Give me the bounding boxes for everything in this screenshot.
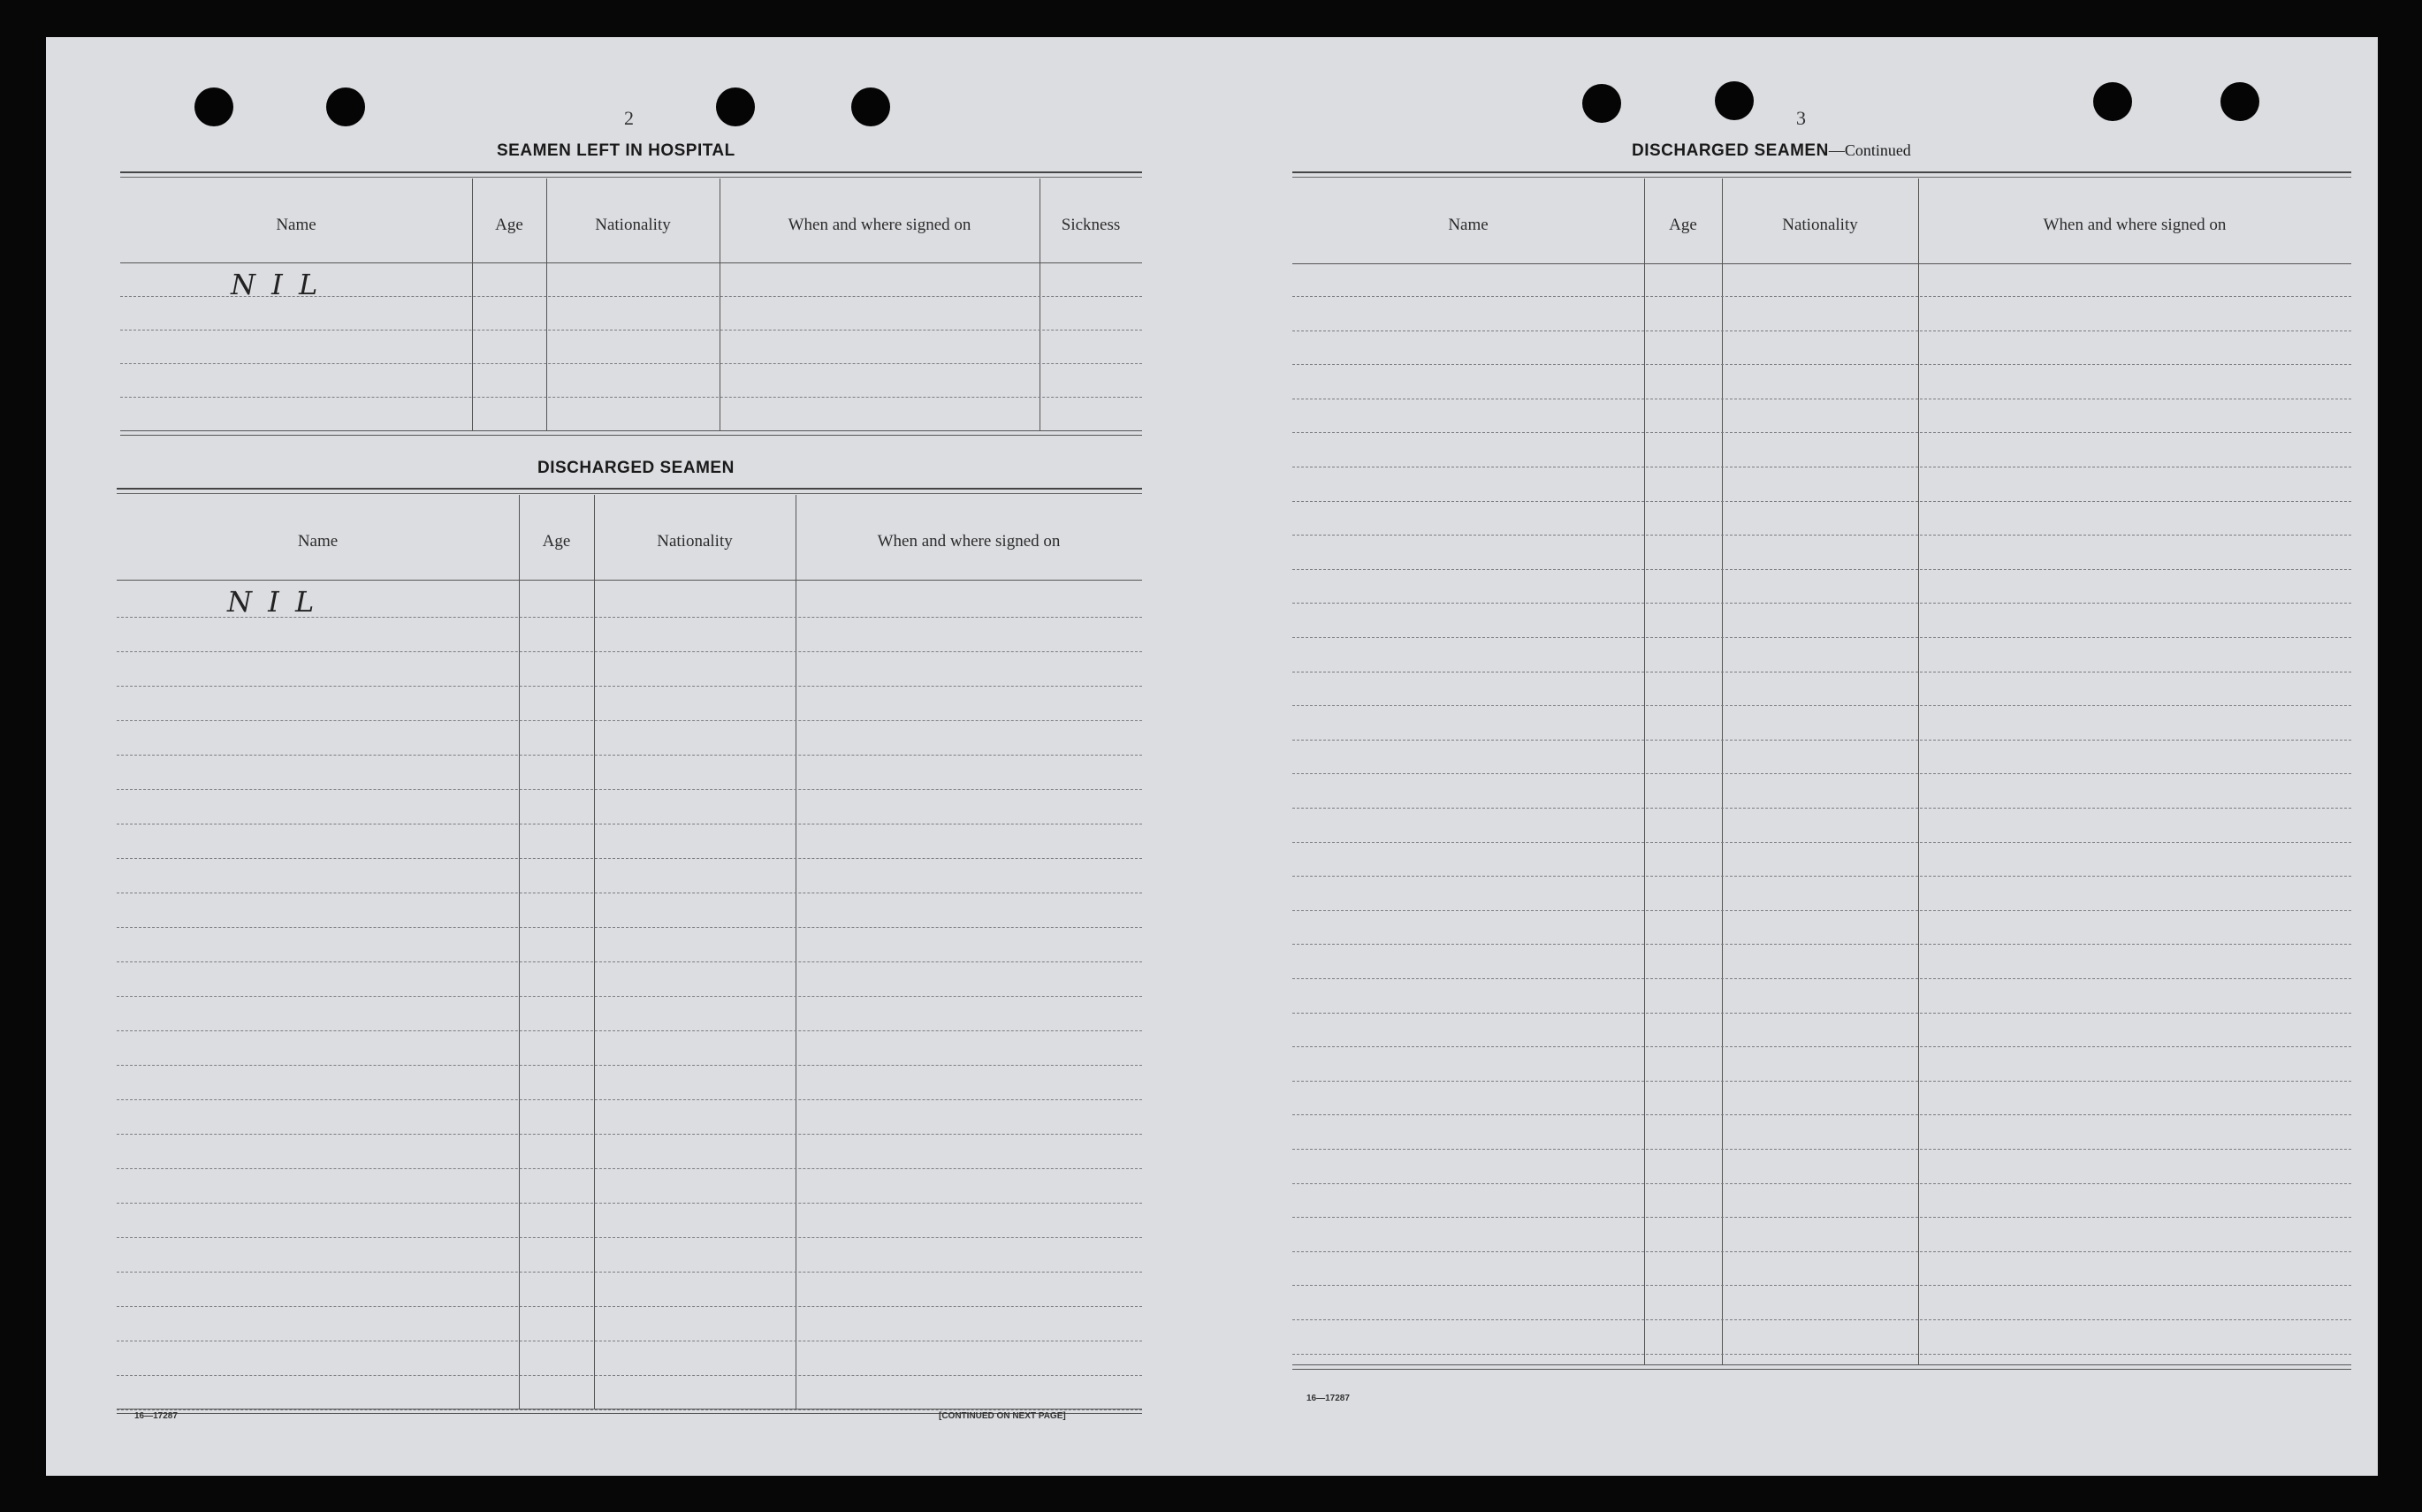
discharged-section-title: DISCHARGED SEAMEN bbox=[537, 459, 735, 477]
row-line bbox=[1292, 1013, 2351, 1014]
row-line bbox=[1292, 1217, 2351, 1218]
row-line bbox=[117, 1168, 1142, 1169]
header-rule bbox=[1292, 263, 2351, 264]
row-line bbox=[117, 1099, 1142, 1100]
punch-hole bbox=[716, 87, 755, 126]
punch-hole bbox=[194, 87, 233, 126]
row-line bbox=[1292, 1149, 2351, 1150]
column-header: When and where signed on bbox=[2043, 216, 2227, 234]
row-line bbox=[1292, 569, 2351, 570]
row-line bbox=[1292, 876, 2351, 877]
page-number-left: 2 bbox=[624, 107, 634, 129]
column-header: Nationality bbox=[657, 532, 733, 551]
row-line bbox=[1292, 1183, 2351, 1184]
top-rule bbox=[1292, 177, 2351, 178]
page-number-right: 3 bbox=[1796, 107, 1806, 129]
column-header: Age bbox=[1669, 216, 1697, 234]
header-rule bbox=[117, 580, 1142, 581]
column-divider bbox=[1722, 179, 1723, 1364]
handwritten-entry: N I L bbox=[227, 585, 318, 619]
punch-hole bbox=[851, 87, 890, 126]
form-number-left: 16—17287 bbox=[134, 1411, 178, 1421]
bottom-rule bbox=[120, 435, 1142, 436]
row-line bbox=[1292, 501, 2351, 502]
form-number-right: 16—17287 bbox=[1306, 1394, 1350, 1403]
row-line bbox=[1292, 910, 2351, 911]
row-line bbox=[117, 1306, 1142, 1307]
row-line bbox=[117, 1375, 1142, 1376]
discharged-continued-table bbox=[1292, 171, 2351, 1391]
column-divider bbox=[546, 179, 547, 430]
row-line bbox=[117, 961, 1142, 962]
header-rule bbox=[120, 262, 1142, 263]
title-suffix: —Continued bbox=[1828, 141, 1911, 159]
column-header: Name bbox=[276, 215, 316, 234]
row-line bbox=[117, 1134, 1142, 1135]
row-line bbox=[120, 397, 1142, 398]
punch-hole bbox=[1582, 84, 1621, 123]
row-line bbox=[117, 651, 1142, 652]
ledger-sheet bbox=[46, 37, 2378, 1476]
row-line bbox=[117, 1409, 1142, 1410]
punch-hole bbox=[2220, 82, 2259, 121]
column-header: Age bbox=[495, 215, 523, 234]
hospital-table bbox=[120, 171, 1142, 472]
punch-hole bbox=[2093, 82, 2132, 121]
punch-hole bbox=[326, 87, 365, 126]
column-header: Nationality bbox=[1782, 216, 1858, 234]
row-line bbox=[1292, 808, 2351, 809]
top-rule bbox=[120, 171, 1142, 173]
column-divider bbox=[1918, 179, 1919, 1364]
bottom-rule bbox=[1292, 1364, 2351, 1365]
discharged-table bbox=[117, 488, 1142, 1442]
top-rule bbox=[120, 177, 1142, 178]
handwritten-entry: N I L bbox=[231, 268, 322, 301]
top-rule bbox=[117, 488, 1142, 490]
row-line bbox=[1292, 364, 2351, 365]
row-line bbox=[1292, 978, 2351, 979]
row-line bbox=[117, 755, 1142, 756]
row-line bbox=[1292, 1046, 2351, 1047]
column-header: Nationality bbox=[595, 215, 671, 234]
row-line bbox=[1292, 637, 2351, 638]
hospital-section-title: SEAMEN LEFT IN HOSPITAL bbox=[497, 141, 735, 160]
row-line bbox=[120, 363, 1142, 364]
column-header: Name bbox=[1448, 216, 1489, 234]
row-line bbox=[117, 1065, 1142, 1066]
row-line bbox=[117, 789, 1142, 790]
column-divider bbox=[472, 179, 473, 430]
row-line bbox=[117, 1030, 1142, 1031]
row-line bbox=[1292, 1354, 2351, 1355]
row-line bbox=[1292, 842, 2351, 843]
row-line bbox=[117, 720, 1142, 721]
column-header: When and where signed on bbox=[877, 532, 1061, 551]
row-line bbox=[117, 1272, 1142, 1273]
bottom-rule bbox=[1292, 1369, 2351, 1370]
column-header: Name bbox=[297, 532, 339, 551]
continued-note: [CONTINUED ON NEXT PAGE] bbox=[939, 1411, 1066, 1421]
row-line bbox=[1292, 1319, 2351, 1320]
row-line bbox=[117, 996, 1142, 997]
punch-hole bbox=[1715, 81, 1754, 120]
row-line bbox=[117, 927, 1142, 928]
bottom-rule bbox=[120, 430, 1142, 431]
row-line bbox=[117, 858, 1142, 859]
row-line bbox=[1292, 1114, 2351, 1115]
row-line bbox=[1292, 603, 2351, 604]
row-line bbox=[117, 1237, 1142, 1238]
column-divider bbox=[1644, 179, 1645, 1364]
row-line bbox=[1292, 773, 2351, 774]
column-header: Sickness bbox=[1061, 215, 1121, 234]
row-line bbox=[1292, 296, 2351, 297]
row-line bbox=[1292, 705, 2351, 706]
row-line bbox=[1292, 740, 2351, 741]
column-header: Age bbox=[542, 532, 571, 551]
discharged-continued-title bbox=[1632, 141, 1911, 161]
row-line bbox=[1292, 535, 2351, 536]
top-rule bbox=[117, 493, 1142, 494]
row-line bbox=[117, 686, 1142, 687]
title-main: DISCHARGED SEAMEN bbox=[1632, 141, 1829, 160]
row-line bbox=[120, 330, 1142, 331]
row-line bbox=[1292, 1251, 2351, 1252]
row-line bbox=[117, 1203, 1142, 1204]
top-rule bbox=[1292, 171, 2351, 173]
row-line bbox=[1292, 1081, 2351, 1082]
row-line bbox=[1292, 432, 2351, 433]
column-header: When and where signed on bbox=[788, 215, 971, 234]
row-line bbox=[1292, 1285, 2351, 1286]
row-line bbox=[1292, 944, 2351, 945]
